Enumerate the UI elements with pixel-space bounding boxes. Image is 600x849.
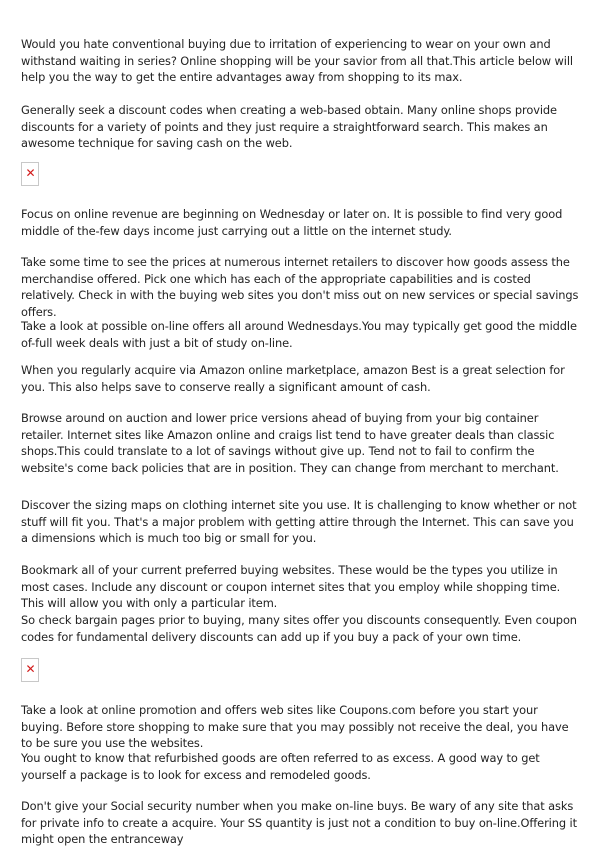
- broken-image-icon: [21, 162, 39, 186]
- article-paragraph-7: Browse around on auction and lower price versions ahead of buying from your big container retailer. Internet sites like Amazon online and craigs list tend to have greater deals than classic shops.This could translate to a lot of savings without give up. Tend not to fail to confirm the website's come back policies that are in position. They can change from merchant to merchant.: [21, 411, 559, 475]
- article-paragraph-10: So check bargain pages prior to buying, many sites offer you discounts consequently. Even coupon codes for fundamental delivery discounts can add up if you buy a pack of your own time.: [21, 613, 577, 644]
- article-paragraph-5: Take a look at possible on-line offers all around Wednesdays.You may typically get good the middle of-full week deals with just a bit of study on-line.: [21, 319, 577, 350]
- article-paragraph-9: Bookmark all of your current preferred buying websites. These would be the types you utilize in most cases. Include any discount or coupon internet sites that you employ while shopping time. This will allow you with only a particular item.: [21, 563, 561, 610]
- article-paragraph-8: Discover the sizing maps on clothing internet site you use. It is challenging to know whether or not stuff will fit you. That's a major problem with getting attire through the Internet. This can save you a dimensions which is much too big or small for you.: [21, 498, 577, 545]
- broken-image-x-icon: ✕: [25, 662, 36, 676]
- article-paragraph-12: You ought to know that refurbished goods are often referred to as excess. A good way to get yourself a package is to look for excess and remodeled goods.: [21, 751, 540, 782]
- article-paragraph-13: Don't give your Social security number when you make on-line buys. Be wary of any site that asks for private info to create a acquire. Your SS quantity is just not a condition to buy on-line.Offering it might open the entranceway: [21, 799, 577, 846]
- article-paragraph-11: Take a look at online promotion and offers web sites like Coupons.com before you start your buying. Before store shopping to make sure that you may possibly not receive the deal, you have to be sure you use the websites.: [21, 703, 569, 750]
- article-paragraph-1: Would you hate conventional buying due to irritation of experiencing to wear on your own and withstand waiting in series? Online shopping will be your savior from all that.This article below will help you the way to get the entire advantages away from shopping to its max.: [21, 37, 573, 84]
- article-paragraph-2: Generally seek a discount codes when creating a web-based obtain. Many online shops provide discounts for a variety of points and they just require a straightforward search. This makes an awesome technique for saving cash on the web.: [21, 103, 557, 150]
- broken-image-x-icon: ✕: [25, 166, 36, 180]
- broken-image-icon: [21, 658, 39, 682]
- article-paragraph-4: Take some time to see the prices at numerous internet retailers to discover how goods assess the merchandise offered. Pick one which has each of the appropriate capabilities and is costed relatively. Check in with the buying web sites you don't miss out on new services or special savings offers.: [21, 255, 579, 319]
- article-paragraph-3: Focus on online revenue are beginning on Wednesday or later on. It is possible to find very good middle of the-few days income just carrying out a little on the internet study.: [21, 207, 563, 238]
- article-paragraph-6: When you regularly acquire via Amazon online marketplace, amazon Best is a great selection for you. This also helps save to conserve really a significant amount of cash.: [21, 363, 565, 394]
